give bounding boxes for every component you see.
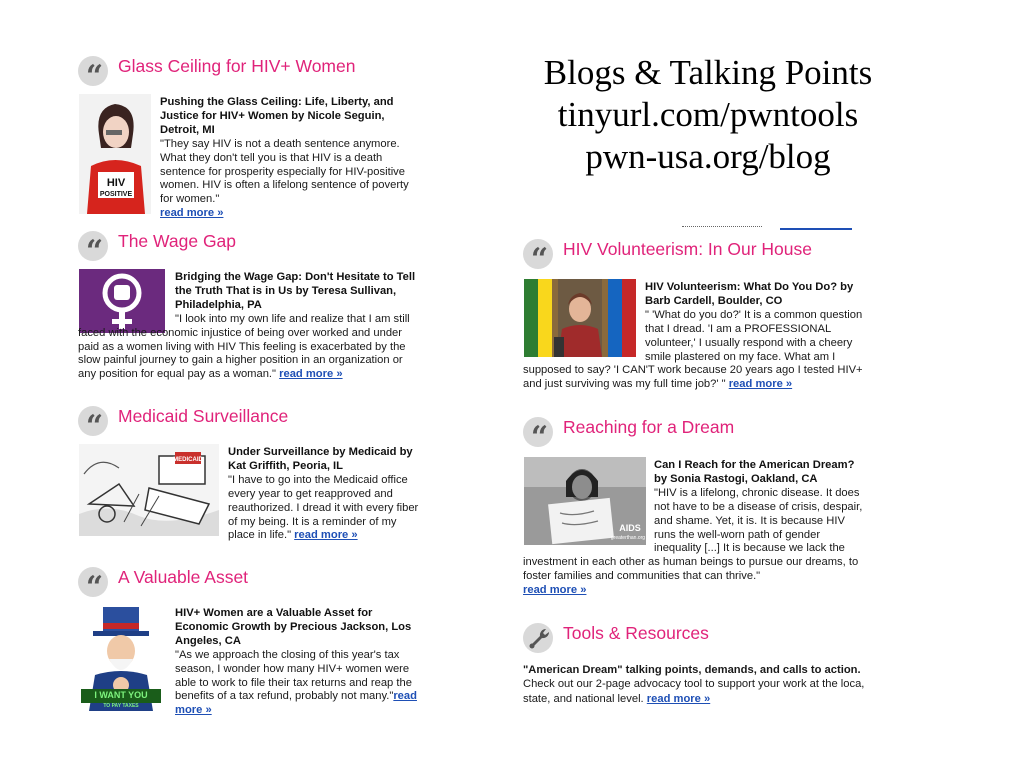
quote-icon: “ <box>78 231 108 261</box>
post-section-title[interactable]: The Wage Gap <box>118 231 237 251</box>
post-excerpt: "HIV is a lifelong, chronic disease. It does not have to be a disease of crisis, despair, and shame. Yet, it is. It is because HIV runs the well-worn path of gender inequality [...] It is because we lack the investment in each other as human beings to pursue our dreams, to foster families and communities that can thrive." <box>523 486 863 583</box>
shirt-subtext: POSITIVE <box>99 191 133 198</box>
post-headline: HIV+ Women are a Valuable Asset for Economic Growth by Precious Jackson, Los Angeles, CA <box>175 607 412 647</box>
post-header <box>523 415 868 455</box>
tools-text: Check out our 2-page advocacy tool to support your work at the loca, state, and national level. <box>523 678 865 705</box>
read-more-link[interactable]: read more » <box>294 529 358 542</box>
slide-title-line: pwn-usa.org/blog <box>585 137 831 176</box>
post-excerpt: "They say HIV is not a death sentence anymore. What they don't tell you is that HIV is a death sentence for prosperity especially for HIV-positive women. HIV is often a lifelong sentence of poverty for women." <box>160 137 409 206</box>
wrench-icon <box>523 623 553 653</box>
photo-url-text: greaterthan.org <box>610 535 646 541</box>
post-body <box>78 607 423 727</box>
post-body <box>523 281 868 392</box>
quote-icon: “ <box>523 417 553 447</box>
post-header <box>78 54 423 94</box>
post-section-title[interactable]: Reaching for a Dream <box>563 417 735 437</box>
post-headline: Bridging the Wage Gap: Don't Hesitate to Tell the Truth That is in Us by Teresa Sullivan, Philadelphia, PA <box>175 271 416 311</box>
photo-logo: AIDS <box>619 523 641 533</box>
post-body <box>78 446 423 543</box>
cropped-text-fragment <box>652 222 852 232</box>
shirt-text: HIV <box>106 177 126 189</box>
read-more-link[interactable]: read more » <box>646 692 711 705</box>
post-section-title[interactable]: Glass Ceiling for HIV+ Women <box>118 56 356 76</box>
post-headline: Pushing the Glass Ceiling: Life, Liberty, and Justice for HIV+ Women by Nicole Seguin, Detroit, MI <box>160 96 394 136</box>
quote-icon: “ <box>78 56 108 86</box>
post-section-title[interactable]: Medicaid Surveillance <box>118 406 289 426</box>
post-section-title[interactable]: Tools & Resources <box>563 623 709 643</box>
cartoon-label: MEDICAID <box>173 457 203 463</box>
post-body <box>78 96 423 224</box>
post-header <box>523 237 868 277</box>
slide-title-line: Blogs & Talking Points <box>543 53 873 92</box>
post-headline: HIV Volunteerism: What Do You Do? by Barb Cardell, Boulder, CO <box>645 281 854 307</box>
read-more-link[interactable]: read more » <box>279 368 343 381</box>
post-excerpt: "As we approach the closing of this year's tax season, I wonder how many HIV+ women were able to work to file their tax returns and reap the benefits of a tax refund, probably not many." <box>175 648 412 703</box>
poster-subtext: TO PAY TAXES <box>103 703 139 709</box>
post-body <box>78 271 423 382</box>
post-header <box>523 621 868 655</box>
poster-text: I WANT YOU <box>94 690 148 700</box>
post-section-title[interactable]: A Valuable Asset <box>118 567 249 587</box>
post-header <box>78 565 423 605</box>
post-headline: Can I Reach for the American Dream? by Sonia Rastogi, Oakland, CA <box>654 459 855 485</box>
post-headline: Under Surveillance by Medicaid by Kat Griffith, Peoria, IL <box>228 446 413 472</box>
slide-title-line: tinyurl.com/pwntools <box>557 95 859 134</box>
read-more-link[interactable]: read more » <box>523 584 587 597</box>
read-more-link[interactable]: read more » <box>728 378 793 391</box>
tools-bold-text: "American Dream" talking points, demands, and calls to action. <box>523 664 861 676</box>
post-section-title[interactable]: HIV Volunteerism: In Our House <box>563 239 812 259</box>
tools-body <box>523 663 868 706</box>
post-header <box>78 404 423 444</box>
quote-icon: “ <box>78 406 108 436</box>
post-excerpt: "I look into my own life and realize that I am still faced with the economic injustice of being over worked and under paid as a women living with HIV This feeling is exacerbated by the slow painful journey to gain a higher position in an organization or any position for equal pay as a woman." <box>78 312 410 381</box>
post-excerpt: "I have to go into the Medicaid office every year to get reapproved and reauthorized. I dread it with every fiber of my being. It is a reminder of my place in life." <box>228 473 419 542</box>
post-body <box>523 459 868 598</box>
post-header <box>78 229 423 269</box>
quote-icon: “ <box>523 239 553 269</box>
quote-icon: “ <box>78 567 108 597</box>
slide-title <box>498 52 918 178</box>
post-excerpt: " 'What do you do?' It is a common question that I dread. 'I am a PROFESSIONAL volunteer,' I usually respond with a cheery smile plastered on my face. What am I supposed to say? 'I CAN'T work because 20 years ago I tested HIV+ and just surviving was my full time job?' " <box>523 308 863 391</box>
read-more-link[interactable]: read more » <box>160 207 224 220</box>
read-more-link[interactable]: read more » <box>175 690 417 717</box>
